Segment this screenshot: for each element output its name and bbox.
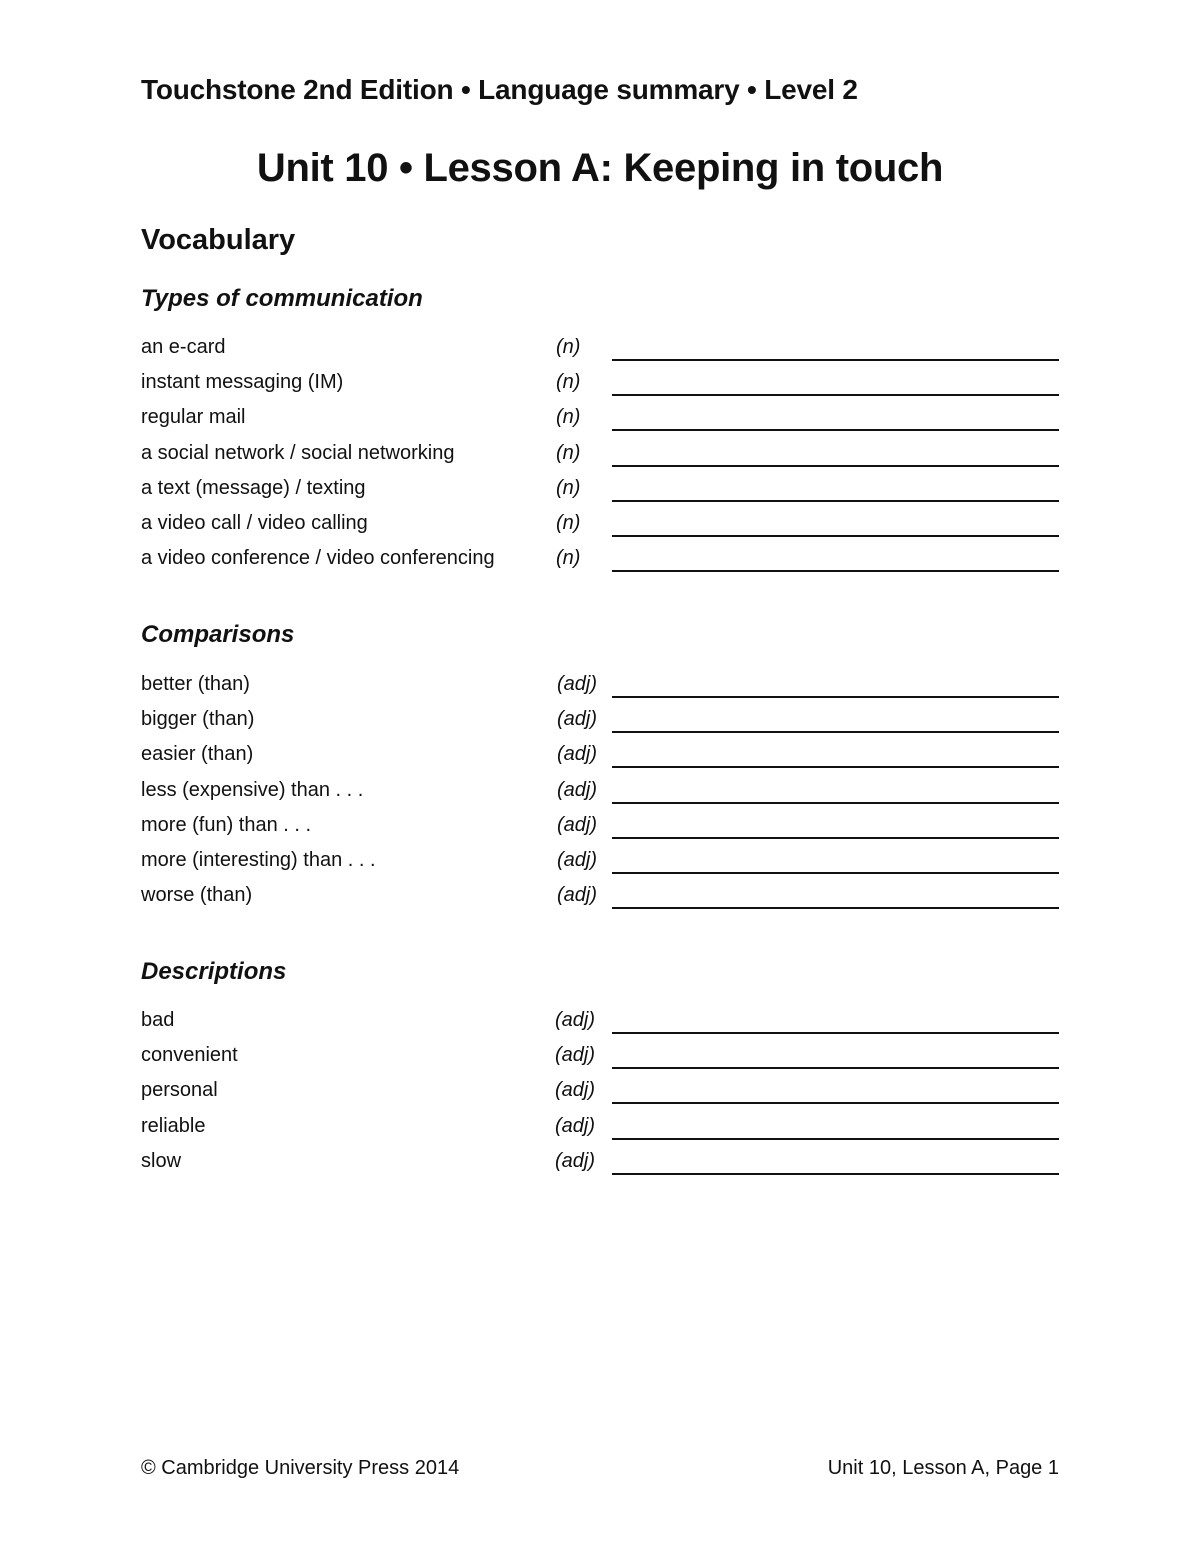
vocab-row: [141, 1077, 1059, 1112]
answer-blank-line[interactable]: [612, 872, 1059, 874]
answer-blank-line[interactable]: [612, 1173, 1059, 1175]
answer-blank-line[interactable]: [612, 907, 1059, 909]
vocab-term: bigger (than): [141, 708, 255, 731]
vocab-list-comparisons: [141, 671, 1059, 917]
answer-blank-line[interactable]: [612, 731, 1059, 733]
part-of-speech: (adj): [555, 1114, 596, 1137]
footer-page-reference: Unit 10, Lesson A, Page 1: [827, 1457, 1059, 1479]
vocab-row: [141, 1148, 1059, 1183]
answer-blank-line[interactable]: [612, 766, 1059, 768]
part-of-speech: (adj): [555, 1009, 596, 1031]
vocab-row: [141, 741, 1059, 776]
vocab-row: [141, 882, 1059, 917]
answer-blank-line[interactable]: [612, 1067, 1059, 1069]
series-header: Touchstone 2nd Edition • Language summary • Level 2: [141, 74, 858, 105]
vocab-row: [141, 847, 1059, 882]
vocab-term: a social network / social networking: [141, 441, 455, 464]
answer-blank-line[interactable]: [612, 1138, 1059, 1140]
group-heading-descriptions: Descriptions: [141, 958, 287, 985]
footer-copyright: © Cambridge University Press 2014: [141, 1457, 460, 1479]
vocab-term: better (than): [141, 673, 250, 695]
vocab-row: [141, 334, 1059, 369]
answer-blank-line[interactable]: [612, 465, 1059, 467]
group-heading-types-of-communication: Types of communication: [141, 285, 423, 312]
answer-blank-line[interactable]: [612, 1102, 1059, 1104]
vocab-term: more (fun) than . . .: [141, 813, 312, 836]
vocab-row: [141, 1042, 1059, 1077]
vocab-row: [141, 1113, 1059, 1148]
vocab-term: reliable: [141, 1114, 206, 1137]
part-of-speech: (adj): [557, 708, 598, 731]
part-of-speech: (adj): [557, 743, 598, 766]
answer-blank-line[interactable]: [612, 394, 1059, 396]
vocab-list-types-of-communication: [141, 334, 1059, 580]
part-of-speech: (n): [556, 441, 581, 464]
answer-blank-line[interactable]: [612, 500, 1059, 502]
unit-title: Unit 10 • Lesson A: Keeping in touch: [256, 146, 944, 190]
group-heading-comparisons: Comparisons: [141, 621, 295, 648]
vocab-row: [141, 510, 1059, 545]
answer-blank-line[interactable]: [612, 696, 1059, 698]
part-of-speech: (n): [556, 511, 581, 534]
vocab-row: [141, 777, 1059, 812]
vocab-term: more (interesting) than . . .: [141, 848, 376, 871]
section-heading-vocabulary: Vocabulary: [141, 224, 296, 256]
vocab-term: a text (message) / texting: [141, 476, 366, 499]
part-of-speech: (n): [556, 547, 581, 570]
vocab-row: [141, 812, 1059, 847]
vocab-row: [141, 369, 1059, 404]
vocab-term: a video conference / video conferencing: [141, 547, 495, 570]
part-of-speech: (n): [556, 406, 581, 429]
part-of-speech: (n): [556, 476, 581, 499]
part-of-speech: (adj): [557, 884, 598, 907]
part-of-speech: (adj): [555, 1044, 596, 1067]
vocab-row: [141, 545, 1059, 580]
vocab-term: convenient: [141, 1044, 238, 1067]
part-of-speech: (adj): [557, 778, 598, 801]
vocab-list-descriptions: [141, 1007, 1059, 1183]
answer-blank-line[interactable]: [612, 802, 1059, 804]
vocab-term: an e-card: [141, 336, 226, 358]
vocab-row: [141, 671, 1059, 706]
part-of-speech: (adj): [555, 1149, 596, 1172]
vocab-term: easier (than): [141, 743, 254, 766]
vocab-row: [141, 404, 1059, 439]
part-of-speech: (n): [556, 336, 581, 358]
vocab-row: [141, 475, 1059, 510]
vocab-term: worse (than): [141, 884, 253, 907]
vocab-term: personal: [141, 1079, 218, 1102]
answer-blank-line[interactable]: [612, 535, 1059, 537]
part-of-speech: (adj): [557, 813, 598, 836]
part-of-speech: (adj): [555, 1079, 596, 1102]
vocab-term: instant messaging (IM): [141, 371, 344, 394]
vocab-term: slow: [141, 1149, 182, 1172]
vocab-term: regular mail: [141, 406, 246, 429]
vocab-term: a video call / video calling: [141, 511, 368, 534]
part-of-speech: (adj): [557, 848, 598, 871]
part-of-speech: (adj): [557, 673, 598, 695]
vocab-row: [141, 1007, 1059, 1042]
vocab-term: bad: [141, 1009, 175, 1031]
answer-blank-line[interactable]: [612, 429, 1059, 431]
vocab-row: [141, 440, 1059, 475]
answer-blank-line[interactable]: [612, 570, 1059, 572]
answer-blank-line[interactable]: [612, 837, 1059, 839]
answer-blank-line[interactable]: [612, 359, 1059, 361]
answer-blank-line[interactable]: [612, 1032, 1059, 1034]
vocab-row: [141, 706, 1059, 741]
vocab-term: less (expensive) than . . .: [141, 778, 364, 801]
part-of-speech: (n): [556, 371, 581, 394]
